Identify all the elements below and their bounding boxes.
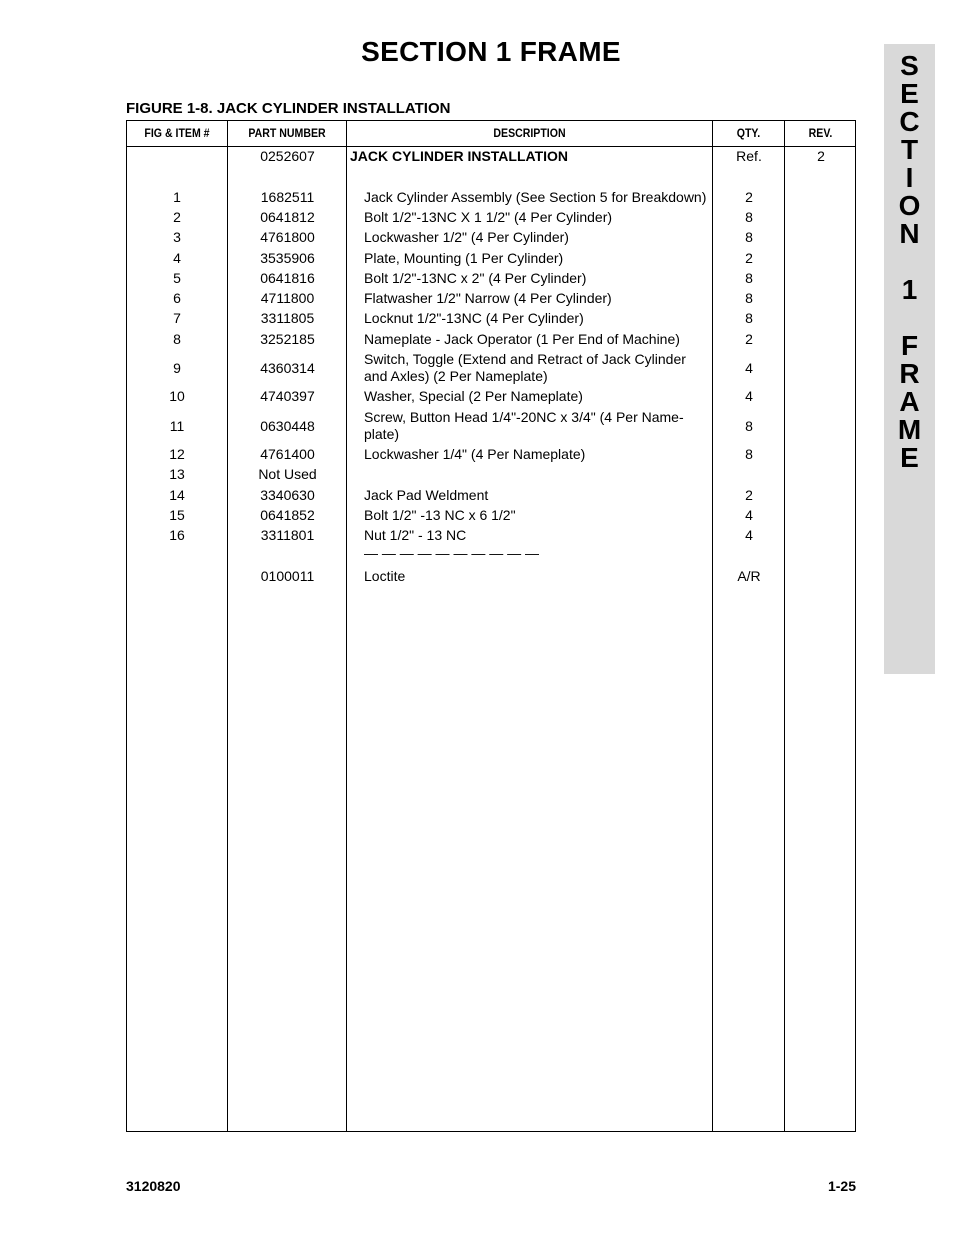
description: Nameplate - Jack Operator (1 Per End of Machine) [364,331,680,347]
quantity: 2 [745,189,753,205]
item-number: 16 [169,527,185,543]
revision: 2 [817,148,825,164]
item-number: 11 [169,418,185,434]
quantity: 2 [745,250,753,266]
part-number: 0252607 [260,148,315,164]
quantity: 8 [745,209,753,225]
side-tab-letter: N [899,218,920,249]
header-rev: REV. [808,126,833,140]
description: Plate, Mounting (1 Per Cylinder) [364,250,564,266]
side-tab-letter: R [899,358,920,389]
parts-table [126,120,856,1132]
description-line: Switch, Toggle (Extend and Retract of Jack Cylinder [364,351,686,367]
quantity: 8 [745,446,753,462]
part-number: 3535906 [260,250,315,266]
item-number: 9 [173,360,181,376]
part-number: 3311801 [260,527,315,543]
item-number: 6 [173,290,181,306]
quantity: 8 [745,229,753,245]
quantity: 8 [745,290,753,306]
description: Jack Pad Weldment [364,487,489,503]
side-tab-letter: E [900,442,919,473]
side-tab-letter: T [900,134,919,165]
quantity: 4 [745,527,753,543]
description: Locknut 1/2"-13NC (4 Per Cylinder) [364,310,584,326]
description-line: Screw, Button Head 1/4"-20NC x 3/4" (4 Per Name- [364,409,684,425]
item-number: 4 [173,250,181,266]
side-tab-letter: M [897,414,922,445]
side-tab-letter: C [899,106,920,137]
description: Loctite [364,568,406,584]
item-number: 15 [169,507,185,523]
description: Lockwasher 1/2" (4 Per Cylinder) [364,229,569,245]
side-tab-letter: O [898,190,921,221]
header-item: FIG & ITEM # [144,126,210,140]
part-number: 4711800 [260,290,315,306]
part-number: 0641816 [260,270,315,286]
item-number: 1 [173,189,181,205]
description-line: and Axles) (2 Per Nameplate) [364,368,548,384]
item-number: 12 [169,446,185,462]
part-number: 0641852 [260,507,315,523]
part-number: 3311805 [260,310,315,326]
part-number: 0100011 [260,568,315,584]
page-number: 1-25 [827,1178,856,1194]
quantity: 2 [745,487,753,503]
quantity: 8 [745,270,753,286]
quantity: 8 [745,310,753,326]
part-number: 4740397 [260,388,315,404]
description [364,409,714,443]
part-number: 3340630 [260,487,315,503]
section-side-tab [884,44,935,674]
quantity: 4 [745,507,753,523]
part-number: 1682511 [260,189,315,205]
item-number: 2 [173,209,181,225]
quantity: 8 [745,418,753,434]
description: JACK CYLINDER INSTALLATION [350,148,569,164]
part-number: 0630448 [260,418,315,434]
side-tab-letter: F [900,330,919,361]
description: Bolt 1/2" -13 NC x 6 1/2" [364,507,516,523]
figure-title: FIGURE 1-8. JACK CYLINDER INSTALLATION [126,100,451,117]
description: Flatwasher 1/2" Narrow (4 Per Cylinder) [364,290,612,306]
item-number: 5 [173,270,181,286]
item-number: 10 [169,388,185,404]
item-number: 14 [169,487,185,503]
description-separator: — — — — — — — — — — [364,545,540,561]
part-number: 3252185 [260,331,315,347]
part-number: 0641812 [260,209,315,225]
description: Nut 1/2" - 13 NC [364,527,467,543]
side-tab-letter: I [905,162,914,193]
item-number: 13 [169,466,185,482]
part-number: 4360314 [260,360,315,376]
side-tab-letter: A [899,386,920,417]
description: Jack Cylinder Assembly (See Section 5 for Breakdown) [364,189,707,205]
description-line: plate) [364,426,400,442]
description: Bolt 1/2"-13NC x 2" (4 Per Cylinder) [364,270,587,286]
quantity: 4 [745,360,753,376]
quantity: Ref. [736,148,762,164]
description: Bolt 1/2"-13NC X 1 1/2" (4 Per Cylinder) [364,209,613,225]
item-number: 7 [173,310,181,326]
part-number: 4761800 [260,229,315,245]
header-qty: QTY. [736,126,761,140]
quantity: 4 [745,388,753,404]
quantity: A/R [737,568,761,584]
section-title: SECTION 1 FRAME [361,36,621,67]
description: Washer, Special (2 Per Nameplate) [364,388,583,404]
part-number: 4761400 [260,446,315,462]
side-tab-letter: S [900,50,919,81]
item-number: 3 [173,229,181,245]
description: Lockwasher 1/4" (4 Per Nameplate) [364,446,586,462]
header-part-number: PART NUMBER [248,126,326,140]
description [364,351,714,385]
part-number: Not Used [258,466,317,482]
side-tab-letter: E [900,78,919,109]
side-tab-letter: 1 [901,274,918,305]
header-divider [127,146,855,147]
header-description: DESCRIPTION [493,126,566,140]
quantity: 2 [745,331,753,347]
item-number: 8 [173,331,181,347]
document-number: 3120820 [126,1178,181,1194]
